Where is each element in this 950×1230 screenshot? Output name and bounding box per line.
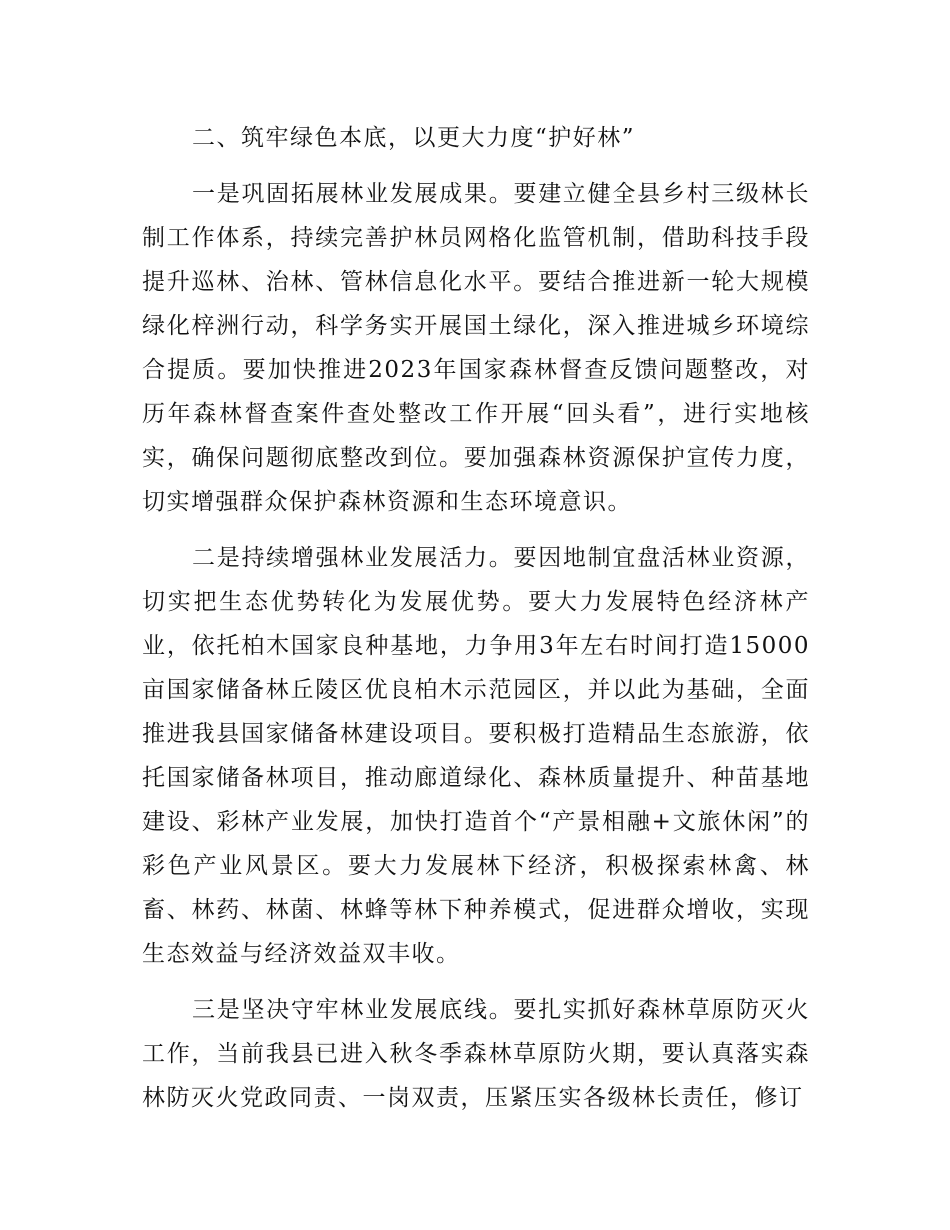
paragraph-1: 一是巩固拓展林业发展成果。要建立健全县乡村三级林长制工作体系，持续完善护林员网格化监管机制，借助科技手段提升巡林、治林、管林信息化水平。要结合推进新一轮大规模绿化梓洲行动，科学务实开展国土绿化，深入推进城乡环境综合提质。要加快推进2023年国家森林督查反馈问题整改，对历年森林督查案件查处整改工作开展“回头看”，进行实地核实，确保问题彻底整改到位。要加强森林资源保护宣传力度，切实增强群众保护森林资源和生态环境意识。 [142,181,810,515]
section-heading: 二、筑牢绿色本底，以更大力度“护好林” [192,125,636,151]
paragraph-3: 三是坚决守牢林业发展底线。要扎实抓好森林草原防灭火工作，当前我县已进入秋冬季森林草原防火期，要认真落实森林防灭火党政同责、一岗双责，压紧压实各级林长责任，修订 [142,997,810,1111]
document-body [142,116,810,1132]
paragraph-2: 二是持续增强林业发展活力。要因地制宜盘活林业资源，切实把生态优势转化为发展优势。要大力发展特色经济林产业，依托柏木国家良种基地，力争用3年左右时间打造15000亩国家储备林丘陵区优良柏木示范园区，并以此为基础，全面推进我县国家储备林建设项目。要积极打造精品生态旅游，依托国家储备林项目，推动廊道绿化、森林质量提升、种苗基地建设、彩林产业发展，加快打造首个“产景相融+文旅休闲”的彩色产业风景区。要大力发展林下经济，积极探索林禽、林畜、林药、林菌、林蜂等林下种养模式，促进群众增收，实现生态效益与经济效益双丰收。 [142,545,810,967]
